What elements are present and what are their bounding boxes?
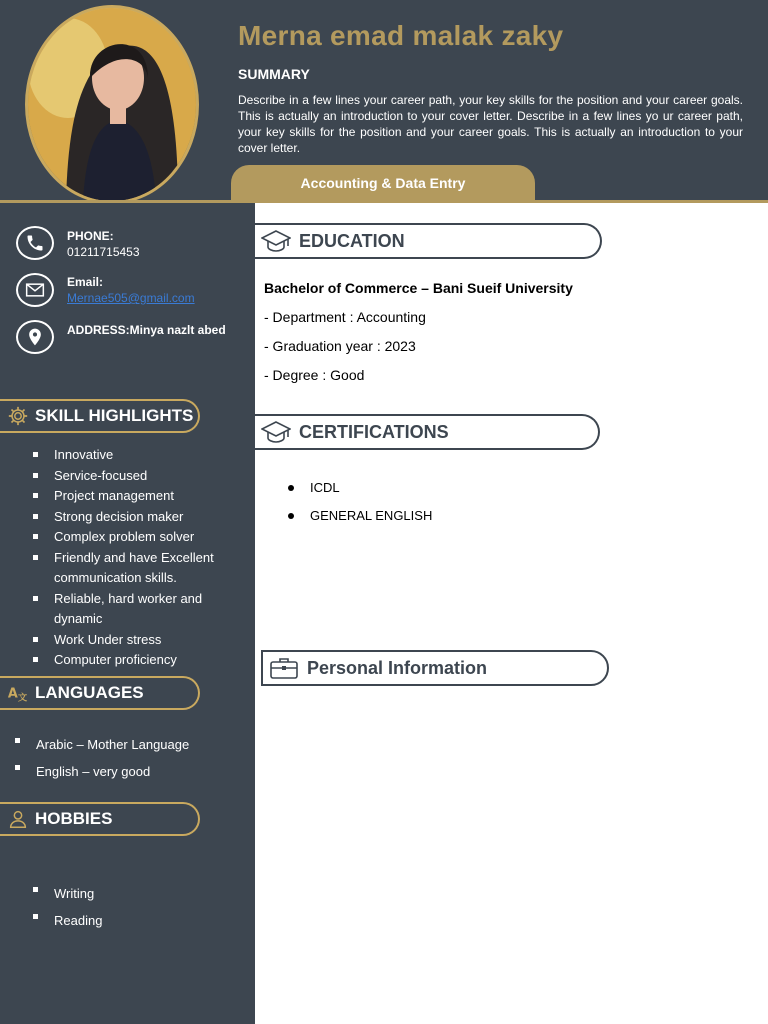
candidate-name: Merna emad malak zaky xyxy=(238,20,564,51)
personal-info-title: Personal Information xyxy=(307,657,488,678)
languages-heading xyxy=(0,676,200,710)
email-link[interactable]: Mernae505@gmail.com xyxy=(67,291,195,305)
hobbies-heading xyxy=(0,802,200,836)
phone-label: PHONE: xyxy=(67,229,114,243)
graduation-cap-icon xyxy=(259,417,293,447)
svg-text:A: A xyxy=(7,686,18,702)
education-graduation: - Graduation year : 2023 xyxy=(264,338,416,354)
languages-list xyxy=(14,731,244,785)
location-pin-icon xyxy=(16,320,54,354)
list-item: Service-focused xyxy=(32,466,242,487)
list-item: Computer proficiency xyxy=(32,650,242,671)
gear-icon xyxy=(5,403,31,429)
list-item: Strong decision maker xyxy=(32,507,242,528)
list-item: Work Under stress xyxy=(32,630,242,651)
list-item: Innovative xyxy=(32,445,242,466)
list-item: ICDL xyxy=(288,480,432,508)
certifications-title: CERTIFICATIONS xyxy=(299,421,449,442)
envelope-icon xyxy=(16,273,54,307)
hobbies-title: HOBBIES xyxy=(35,809,113,828)
list-item: GENERAL ENGLISH xyxy=(288,508,432,536)
email-value-container xyxy=(67,291,195,305)
education-title: EDUCATION xyxy=(299,230,405,251)
summary-title: SUMMARY xyxy=(238,66,310,82)
list-item: Reliable, hard worker and dynamic xyxy=(32,589,242,630)
header xyxy=(0,0,768,200)
person-icon xyxy=(5,806,31,832)
list-item: English – very good xyxy=(14,758,244,785)
summary-text: Describe in a few lines your career path, your key skills for the position and your career goals. This is actually an introduction to your cover letter. Describe in a few lines yo ur career path, your key skills for the position and your career goals. This is actually an introduction to your cover letter. xyxy=(238,93,743,155)
skills-list xyxy=(32,445,242,671)
languages-title: LANGUAGES xyxy=(35,683,144,702)
skills-heading xyxy=(0,399,200,433)
list-item: Project management xyxy=(32,486,242,507)
skills-title: SKILL HIGHLIGHTS xyxy=(35,406,194,425)
svg-text:文: 文 xyxy=(18,692,28,704)
email-label: Email: xyxy=(67,275,104,289)
personal-info-heading xyxy=(261,650,609,686)
education-department: - Department : Accounting xyxy=(264,309,426,325)
phone-icon xyxy=(16,226,54,260)
list-item: Friendly and have Excellent communication skills. xyxy=(32,548,242,589)
list-item: Complex problem solver xyxy=(32,527,242,548)
address-label: ADDRESS:Minya nazlt abed xyxy=(67,323,226,337)
education-degree: Bachelor of Commerce – Bani Sueif University xyxy=(264,280,573,296)
list-item: Arabic – Mother Language xyxy=(14,731,244,758)
certifications-list xyxy=(288,480,432,536)
briefcase-icon xyxy=(267,653,301,683)
education-grade: - Degree : Good xyxy=(264,367,365,383)
list-item: Reading xyxy=(32,907,232,934)
hobbies-list xyxy=(32,880,232,934)
list-item: Writing xyxy=(32,880,232,907)
phone-value: 01211715453 xyxy=(67,245,140,259)
education-heading xyxy=(255,223,602,259)
graduation-cap-icon xyxy=(259,226,293,256)
role-tab: Accounting & Data Entry xyxy=(231,165,535,202)
profile-photo xyxy=(25,5,199,204)
translate-icon xyxy=(5,680,31,706)
certifications-heading xyxy=(255,414,600,450)
